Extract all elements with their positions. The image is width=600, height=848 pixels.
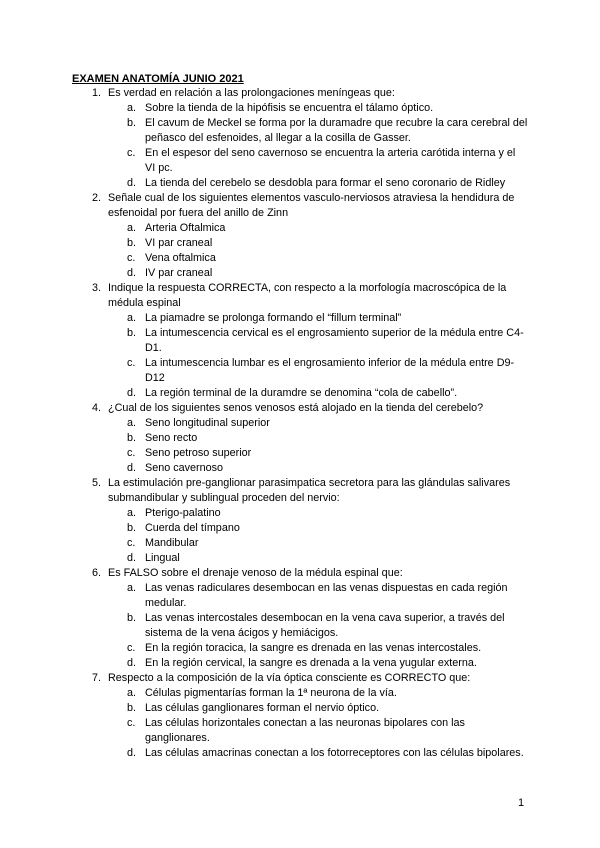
answer-option <box>0 686 528 701</box>
option-text: Seno longitudinal superior <box>145 417 270 429</box>
answer-option <box>0 176 528 191</box>
question-text: Señale cual de los siguientes elementos vasculo-nerviosos atraviesa la hendidura de esfenoidal por fuera del anillo de Zinn <box>108 192 515 219</box>
question-item <box>0 476 528 566</box>
answer-option <box>0 116 528 146</box>
option-letter: b. <box>127 522 137 534</box>
answer-option <box>0 221 528 236</box>
question-item <box>0 86 528 191</box>
option-letter: d. <box>127 552 137 564</box>
answer-option <box>0 641 528 656</box>
option-text: Las células horizontales conectan a las neuronas bipolares con las ganglionares. <box>145 717 465 744</box>
option-text: En el espesor del seno cavernoso se encuentra la arteria carótida interna y el VI pc. <box>145 147 516 174</box>
option-list <box>108 311 528 401</box>
question-number: 6. <box>92 567 102 579</box>
option-letter: b. <box>127 237 137 249</box>
option-letter: d. <box>127 267 137 279</box>
answer-option <box>0 251 528 266</box>
option-letter: d. <box>127 657 137 669</box>
answer-option <box>0 656 528 671</box>
question-item <box>0 191 528 281</box>
question-item <box>0 566 528 671</box>
option-letter: c. <box>127 642 136 654</box>
question-number: 5. <box>92 477 102 489</box>
question-item <box>0 671 528 761</box>
answer-option <box>0 506 528 521</box>
option-letter: c. <box>127 147 136 159</box>
question-text: ¿Cual de los siguientes senos venosos está alojado en la tienda del cerebelo? <box>108 402 484 414</box>
option-letter: a. <box>127 222 137 234</box>
answer-option <box>0 326 528 356</box>
answer-option <box>0 611 528 641</box>
answer-option <box>0 716 528 746</box>
answer-option <box>0 461 528 476</box>
option-text: Arteria Oftalmica <box>145 222 226 234</box>
option-letter: a. <box>127 312 137 324</box>
option-letter: c. <box>127 717 136 729</box>
option-letter: b. <box>127 117 137 129</box>
question-number: 3. <box>92 282 102 294</box>
option-letter: a. <box>127 102 137 114</box>
option-text: VI par craneal <box>145 237 213 249</box>
answer-option <box>0 101 528 116</box>
answer-option <box>0 311 528 326</box>
answer-option <box>0 746 528 761</box>
option-text: En la región toracica, la sangre es drenada en las venas intercostales. <box>145 642 482 654</box>
question-number: 1. <box>92 87 102 99</box>
option-letter: c. <box>127 447 136 459</box>
option-list <box>108 506 528 566</box>
option-text: Mandibular <box>145 537 199 549</box>
option-list <box>108 101 528 191</box>
option-text: La tienda del cerebelo se desdobla para formar el seno coronario de Ridley <box>145 177 506 189</box>
option-letter: c. <box>127 252 136 264</box>
answer-option <box>0 521 528 536</box>
option-letter: d. <box>127 177 137 189</box>
option-letter: b. <box>127 612 137 624</box>
answer-option <box>0 356 528 386</box>
option-text: En la región cervical, la sangre es drenada a la vena yugular externa. <box>145 657 477 669</box>
option-text: Las venas intercostales desembocan en la vena cava superior, a través del sistema de la vena ácigos y hemiácigos. <box>145 612 505 639</box>
option-letter: b. <box>127 702 137 714</box>
question-item <box>0 401 528 476</box>
question-item <box>0 281 528 401</box>
option-text: La región terminal de la duramdre se denomina “cola de cabello”. <box>145 387 458 399</box>
option-list <box>108 221 528 281</box>
question-text: Es verdad en relación a las prolongaciones meníngeas que: <box>108 87 395 99</box>
answer-option <box>0 551 528 566</box>
option-text: El cavum de Meckel se forma por la duramadre que recubre la cara cerebral del peñasco del esfenoides, al llegar a la cosilla de Gasser. <box>145 117 528 144</box>
answer-option <box>0 236 528 251</box>
option-text: La piamadre se prolonga formando el “fillum terminal” <box>145 312 402 324</box>
answer-option <box>0 146 528 176</box>
option-text: Seno recto <box>145 432 198 444</box>
question-text: Es FALSO sobre el drenaje venoso de la médula espinal que: <box>108 567 403 579</box>
question-text: Indique la respuesta CORRECTA, con respecto a la morfología macroscópica de la médula espinal <box>108 282 507 309</box>
option-text: Cuerda del tímpano <box>145 522 240 534</box>
option-text: Pterigo-palatino <box>145 507 221 519</box>
answer-option <box>0 431 528 446</box>
answer-option <box>0 701 528 716</box>
answer-option <box>0 416 528 431</box>
option-text: Las células amacrinas conectan a los fotorreceptores con las células bipolares. <box>145 747 524 759</box>
option-letter: b. <box>127 327 137 339</box>
option-text: La intumescencia lumbar es el engrosamiento inferior de la médula entre D9-D12 <box>145 357 515 384</box>
question-text: Respecto a la composición de la vía óptica consciente es CORRECTO que: <box>108 672 471 684</box>
option-letter: c. <box>127 357 136 369</box>
option-letter: c. <box>127 537 136 549</box>
option-text: Seno cavernoso <box>145 462 224 474</box>
option-text: Sobre la tienda de la hipófisis se encuentra el tálamo óptico. <box>145 102 434 114</box>
option-text: IV par craneal <box>145 267 213 279</box>
question-list <box>0 86 600 761</box>
option-text: Células pigmentarías forman la 1ª neurona de la vía. <box>145 687 397 699</box>
option-letter: a. <box>127 417 137 429</box>
answer-option <box>0 386 528 401</box>
option-letter: b. <box>127 432 137 444</box>
option-letter: d. <box>127 462 137 474</box>
option-text: Las venas radiculares desembocan en las venas dispuestas en cada región medular. <box>145 582 508 609</box>
option-letter: a. <box>127 507 137 519</box>
option-text: Lingual <box>145 552 180 564</box>
option-letter: d. <box>127 387 137 399</box>
document-title: EXAMEN ANATOMÍA JUNIO 2021 <box>72 73 244 85</box>
question-number: 4. <box>92 402 102 414</box>
option-letter: a. <box>127 582 137 594</box>
option-list <box>108 416 528 476</box>
answer-option <box>0 446 528 461</box>
answer-option <box>0 581 528 611</box>
question-text: La estimulación pre-ganglionar parasimpatica secretora para las glándulas salivares submandibular y sublingual proceden del nervio: <box>108 477 511 504</box>
option-list <box>108 686 528 761</box>
option-text: Las células ganglionares forman el nervio óptico. <box>145 702 380 714</box>
option-text: Seno petroso superior <box>145 447 252 459</box>
option-letter: a. <box>127 687 137 699</box>
answer-option <box>0 536 528 551</box>
answer-option <box>0 266 528 281</box>
option-text: La intumescencia cervical es el engrosamiento superior de la médula entre C4-D1. <box>145 327 524 354</box>
page-number: 1 <box>518 797 525 809</box>
option-letter: d. <box>127 747 137 759</box>
question-number: 7. <box>92 672 102 684</box>
option-list <box>108 581 528 671</box>
option-text: Vena oftalmica <box>145 252 216 264</box>
question-number: 2. <box>92 192 102 204</box>
